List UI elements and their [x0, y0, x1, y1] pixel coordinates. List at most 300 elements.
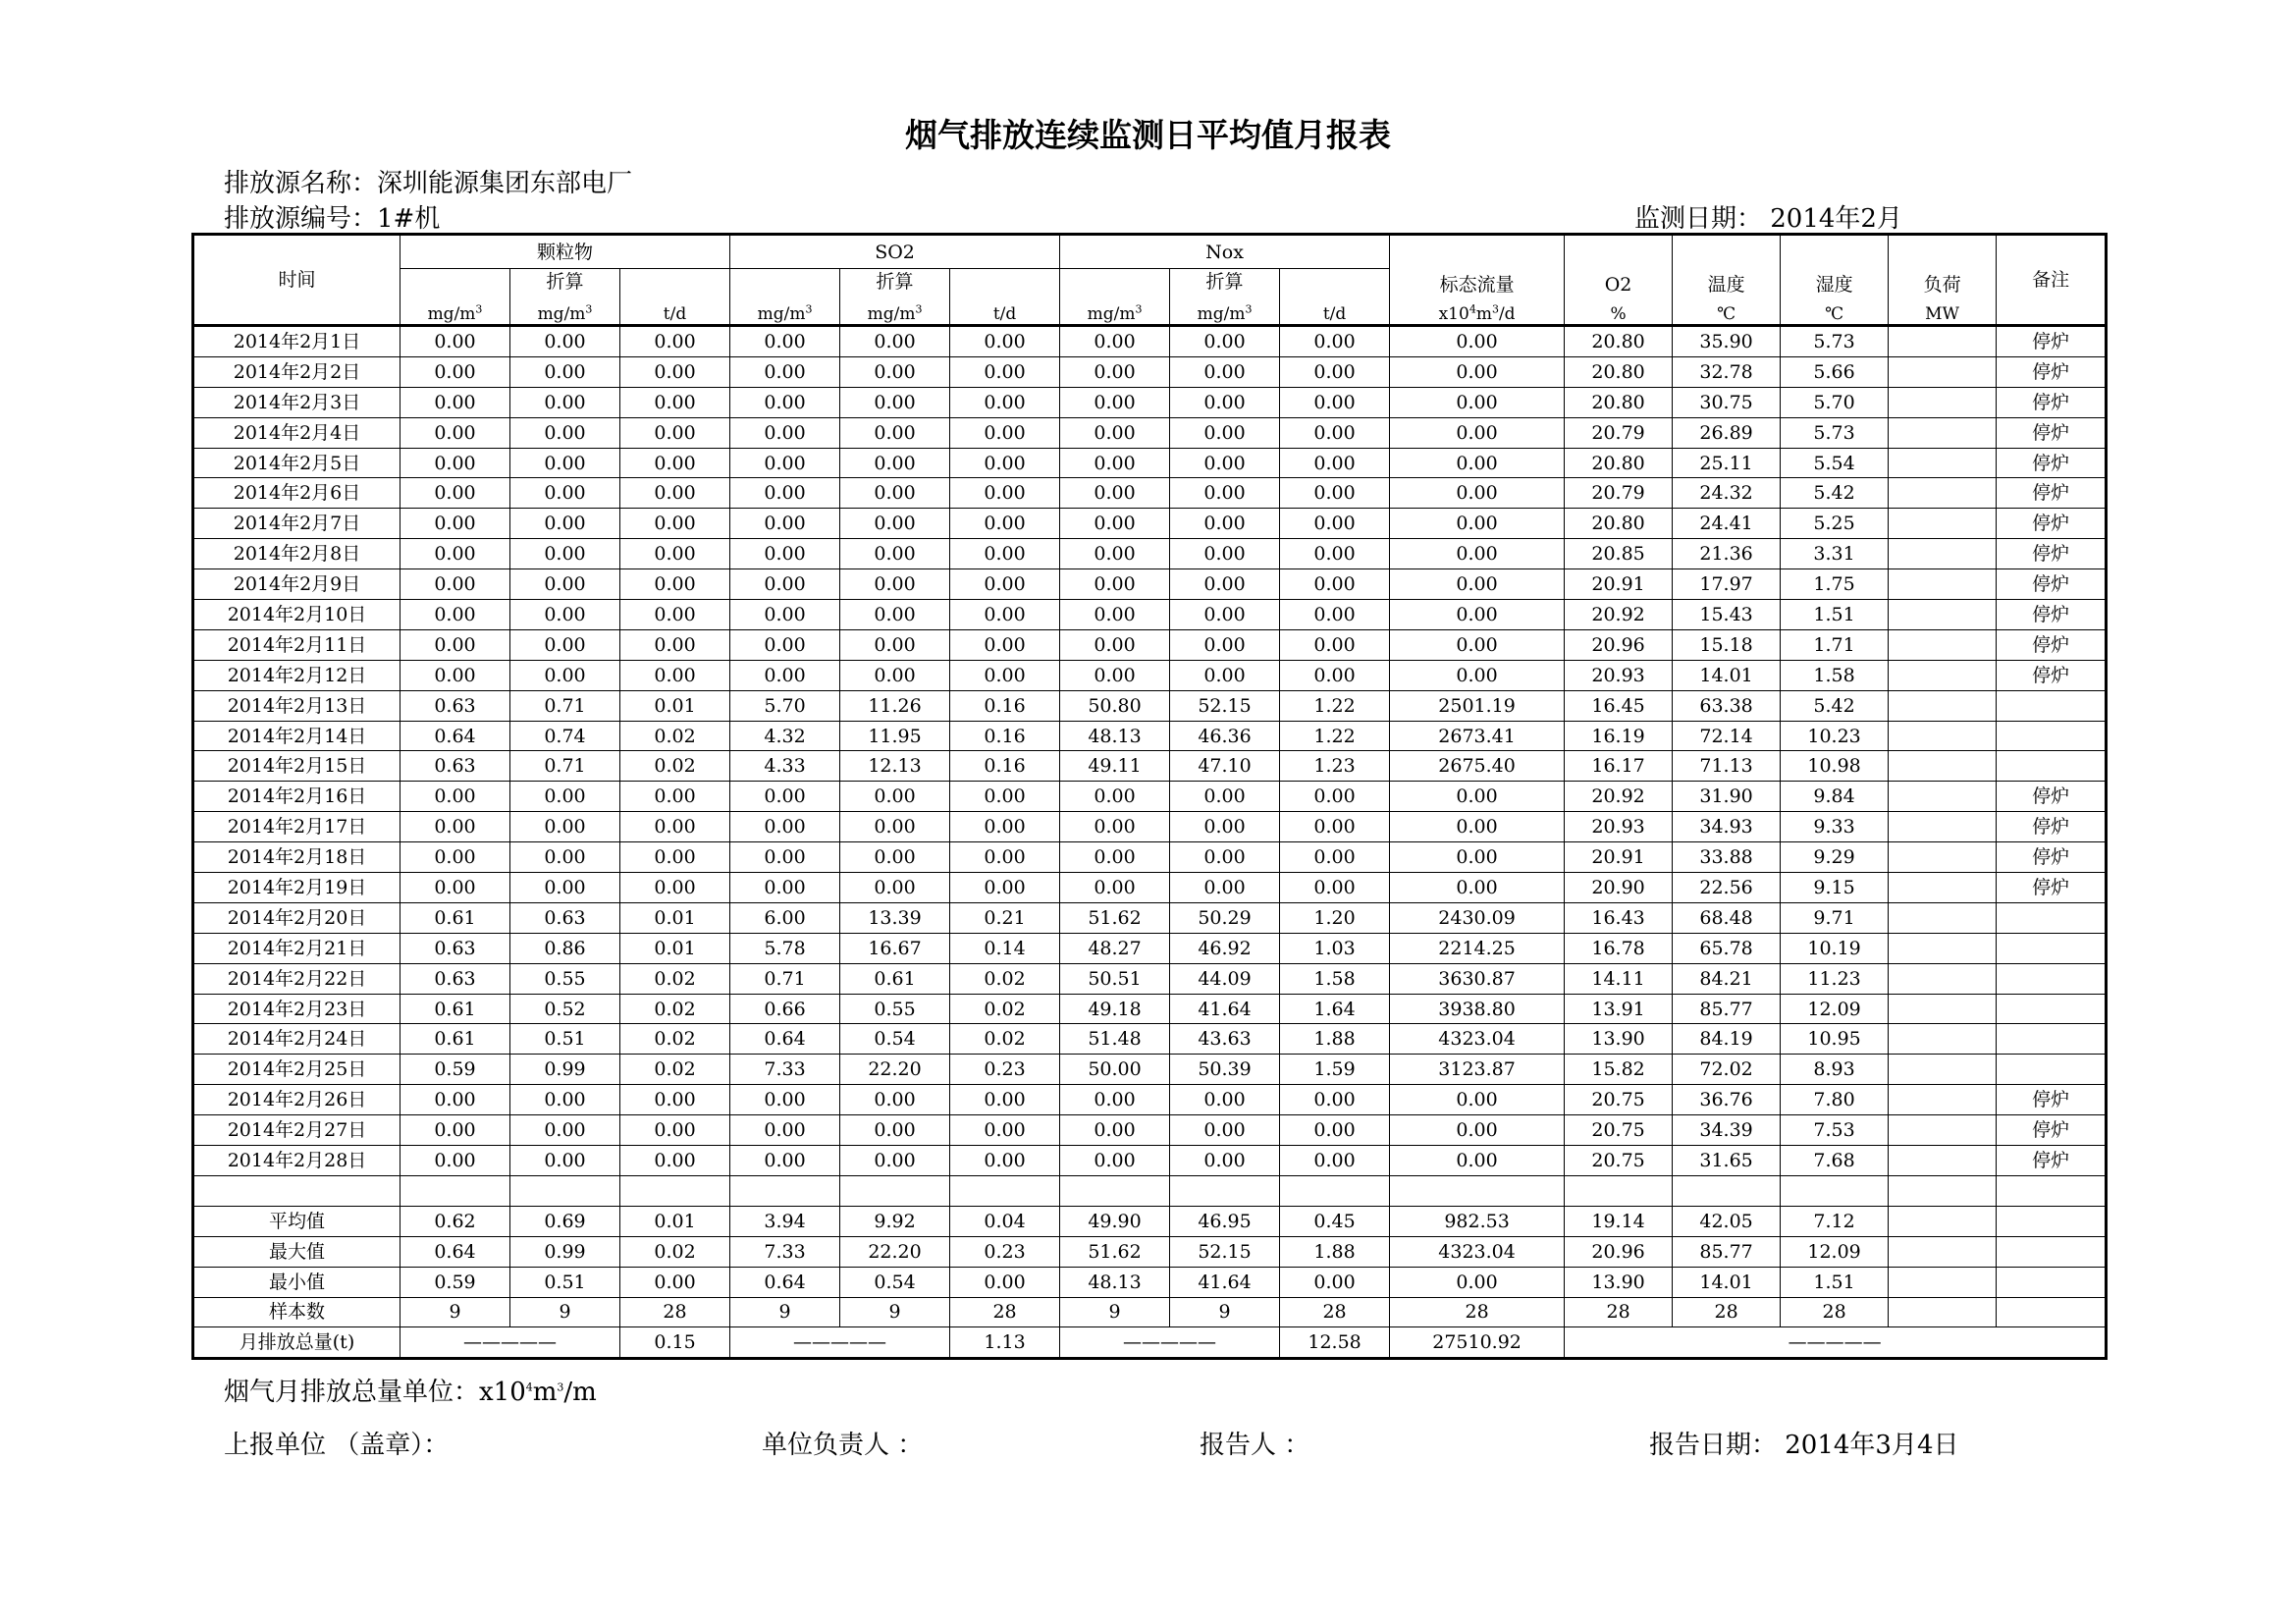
table-cell: 20.93 — [1565, 812, 1673, 842]
table-cell: 0.01 — [620, 933, 730, 963]
table-cell: 9 — [1060, 1297, 1170, 1327]
table-cell: 0.00 — [730, 569, 840, 600]
table-cell: 28 — [1565, 1297, 1673, 1327]
table-cell: 16.17 — [1565, 751, 1673, 782]
table-cell: 0.00 — [1390, 478, 1565, 509]
nox-converted-label: 折算 — [1170, 269, 1280, 296]
table-cell: 0.00 — [730, 782, 840, 812]
table-cell: 41.64 — [1170, 1267, 1280, 1297]
table-cell: 0.00 — [1170, 842, 1280, 873]
table-cell: 22.20 — [840, 1236, 950, 1267]
table-cell: 0.00 — [620, 478, 730, 509]
table-cell: 0.00 — [1390, 812, 1565, 842]
table-cell: 0.00 — [510, 873, 620, 903]
table-cell: 8.93 — [1781, 1055, 1889, 1085]
nox-converted-unit: $mg/m^3$ — [1170, 295, 1280, 326]
table-cell: 0.04 — [950, 1206, 1060, 1236]
table-cell: 0.00 — [1060, 356, 1170, 387]
table-cell: 20.80 — [1565, 387, 1673, 417]
table-cell: 50.39 — [1170, 1055, 1280, 1085]
table-cell: 51.62 — [1060, 1236, 1170, 1267]
row-label-cell: 2014年2月20日 — [193, 902, 400, 933]
row-label-cell: 2014年2月25日 — [193, 1055, 400, 1085]
table-cell: 停炉 — [1997, 417, 2107, 448]
table-cell — [1997, 1206, 2107, 1236]
dash-cell: ————— — [1565, 1327, 2107, 1359]
table-cell: 46.95 — [1170, 1206, 1280, 1236]
table-cell: 停炉 — [1997, 1146, 2107, 1176]
table-cell: 51.62 — [1060, 902, 1170, 933]
table-cell: 34.93 — [1673, 812, 1781, 842]
table-cell: 0.00 — [730, 448, 840, 478]
table-cell: 20.90 — [1565, 873, 1673, 903]
table-cell: 0.00 — [510, 356, 620, 387]
so2-conc-unit: $mg/m^3$ — [730, 295, 840, 326]
header-nox: Nox — [1060, 235, 1390, 269]
table-cell: 19.14 — [1565, 1206, 1673, 1236]
table-cell: 1.22 — [1280, 690, 1390, 721]
table-cell: 32.78 — [1673, 356, 1781, 387]
table-cell: 0.00 — [620, 873, 730, 903]
table-cell: 0.00 — [1390, 539, 1565, 569]
table-cell: 16.43 — [1565, 902, 1673, 933]
table-cell: 9.15 — [1781, 873, 1889, 903]
table-cell: 24.32 — [1673, 478, 1781, 509]
table-cell: 0.00 — [400, 873, 510, 903]
table-cell: 10.23 — [1781, 721, 1889, 751]
table-row — [193, 387, 2107, 417]
table-cell: 7.33 — [730, 1236, 840, 1267]
table-cell: 0.00 — [1060, 1146, 1170, 1176]
table-cell: 34.39 — [1673, 1115, 1781, 1146]
blank-cell — [1280, 1175, 1390, 1206]
table-cell: 0.00 — [1060, 326, 1170, 357]
table-cell: 0.71 — [730, 963, 840, 994]
table-cell — [1889, 1267, 1997, 1297]
header-temp: 温度 — [1673, 235, 1781, 296]
row-label-cell: 2014年2月22日 — [193, 963, 400, 994]
table-cell — [1889, 751, 1997, 782]
row-label-cell: 2014年2月4日 — [193, 417, 400, 448]
table-cell: 0.59 — [400, 1267, 510, 1297]
table-row — [193, 509, 2107, 539]
table-cell: 31.65 — [1673, 1146, 1781, 1176]
table-cell: 0.00 — [620, 1085, 730, 1115]
row-label-cell: 平均值 — [193, 1206, 400, 1236]
table-cell: 0.00 — [1390, 387, 1565, 417]
table-cell: 0.01 — [620, 902, 730, 933]
table-cell: 47.10 — [1170, 751, 1280, 782]
table-cell: 9 — [510, 1297, 620, 1327]
dash-cell: ————— — [730, 1327, 950, 1359]
table-cell: 0.00 — [510, 600, 620, 630]
row-label-cell: 2014年2月17日 — [193, 812, 400, 842]
table-cell: 85.77 — [1673, 1236, 1781, 1267]
load-unit: MW — [1889, 295, 1997, 326]
table-cell: 0.00 — [1280, 1115, 1390, 1146]
blank-cell — [950, 1175, 1060, 1206]
table-cell: 0.02 — [620, 994, 730, 1024]
table-cell: 48.13 — [1060, 721, 1170, 751]
table-cell: 22.56 — [1673, 873, 1781, 903]
dash-cell: ————— — [1060, 1327, 1280, 1359]
table-cell: 0.00 — [400, 600, 510, 630]
table-cell: 0.00 — [1390, 782, 1565, 812]
table-cell: 10.95 — [1781, 1024, 1889, 1055]
table-cell — [1889, 1236, 1997, 1267]
blank-cell — [730, 1175, 840, 1206]
table-cell — [1997, 933, 2107, 963]
row-label-cell: 2014年2月27日 — [193, 1115, 400, 1146]
table-cell: 71.13 — [1673, 751, 1781, 782]
table-cell: 0.61 — [400, 1024, 510, 1055]
table-row — [193, 478, 2107, 509]
table-cell: 0.64 — [730, 1267, 840, 1297]
table-cell: 0.54 — [840, 1267, 950, 1297]
row-label-cell: 2014年2月6日 — [193, 478, 400, 509]
table-cell: 46.92 — [1170, 933, 1280, 963]
table-cell: 0.00 — [620, 448, 730, 478]
table-cell: 0.00 — [950, 629, 1060, 660]
table-cell — [1889, 812, 1997, 842]
table-cell: 68.48 — [1673, 902, 1781, 933]
table-cell: 0.00 — [510, 660, 620, 690]
table-cell: 0.00 — [400, 1085, 510, 1115]
table-cell: 0.00 — [730, 660, 840, 690]
table-cell: 0.00 — [950, 417, 1060, 448]
table-cell: 0.00 — [730, 326, 840, 357]
table-cell: 0.02 — [950, 963, 1060, 994]
table-cell: 0.00 — [510, 842, 620, 873]
table-cell: 0.02 — [620, 1055, 730, 1085]
table-cell: 17.97 — [1673, 569, 1781, 600]
table-cell: 0.63 — [400, 751, 510, 782]
row-label-cell: 2014年2月19日 — [193, 873, 400, 903]
table-cell: 0.00 — [1060, 600, 1170, 630]
table-cell: 0.01 — [620, 690, 730, 721]
table-cell: 11.26 — [840, 690, 950, 721]
table-cell: 0.00 — [730, 812, 840, 842]
table-cell — [1889, 1146, 1997, 1176]
table-cell: 0.00 — [400, 1146, 510, 1176]
table-cell: 20.75 — [1565, 1146, 1673, 1176]
row-label-cell: 2014年2月10日 — [193, 600, 400, 630]
table-cell: 0.00 — [1170, 509, 1280, 539]
table-cell: 0.00 — [1170, 478, 1280, 509]
table-cell — [1889, 387, 1997, 417]
table-cell: 0.00 — [950, 1115, 1060, 1146]
table-cell — [1997, 690, 2107, 721]
table-cell: 0.00 — [620, 539, 730, 569]
table-cell: 0.00 — [950, 782, 1060, 812]
table-cell: 0.00 — [620, 509, 730, 539]
table-cell — [1889, 963, 1997, 994]
table-cell: 3123.87 — [1390, 1055, 1565, 1085]
table-cell: 31.90 — [1673, 782, 1781, 812]
row-label-cell: 2014年2月15日 — [193, 751, 400, 782]
row-label-cell: 2014年2月28日 — [193, 1146, 400, 1176]
table-cell: 停炉 — [1997, 600, 2107, 630]
table-cell: 0.00 — [620, 782, 730, 812]
table-cell: 0.00 — [950, 569, 1060, 600]
table-cell: 20.75 — [1565, 1085, 1673, 1115]
table-cell: 0.16 — [950, 690, 1060, 721]
table-cell: 12.09 — [1781, 1236, 1889, 1267]
table-cell: 0.00 — [1170, 448, 1280, 478]
table-cell: 50.80 — [1060, 690, 1170, 721]
table-cell: 0.02 — [950, 1024, 1060, 1055]
row-label-cell: 2014年2月16日 — [193, 782, 400, 812]
table-cell: 0.00 — [840, 1115, 950, 1146]
table-cell — [1889, 842, 1997, 873]
total-label: 月排放总量(t) — [193, 1327, 400, 1359]
table-cell: 14.01 — [1673, 660, 1781, 690]
table-cell: 15.82 — [1565, 1055, 1673, 1085]
row-label-cell: 2014年2月7日 — [193, 509, 400, 539]
table-cell: 0.00 — [840, 478, 950, 509]
table-cell — [1889, 1055, 1997, 1085]
row-label-cell: 2014年2月21日 — [193, 933, 400, 963]
table-cell: 22.20 — [840, 1055, 950, 1085]
table-cell: 0.00 — [510, 1085, 620, 1115]
table-cell — [1889, 1206, 1997, 1236]
reporter-label: 报告人 ： — [1200, 1431, 1310, 1460]
blank-row — [193, 1175, 2107, 1206]
source-name: 排放源名称：深圳能源集团东部电厂 — [224, 169, 633, 198]
total-so2: 1.13 — [950, 1327, 1060, 1359]
table-cell: 63.38 — [1673, 690, 1781, 721]
table-cell: 1.03 — [1280, 933, 1390, 963]
so2-converted-unit: $mg/m^3$ — [840, 295, 950, 326]
monthly-total-row — [193, 1327, 2107, 1359]
table-cell: 0.00 — [620, 387, 730, 417]
unit-leader-label: 单位负责人 ： — [762, 1431, 924, 1460]
table-cell: 0.00 — [1170, 629, 1280, 660]
table-cell: 1.20 — [1280, 902, 1390, 933]
table-cell: 2673.41 — [1390, 721, 1565, 751]
so2-converted-label: 折算 — [840, 269, 950, 296]
table-cell: 20.96 — [1565, 629, 1673, 660]
table-cell: 12.09 — [1781, 994, 1889, 1024]
table-cell: 0.00 — [400, 1115, 510, 1146]
table-cell: 11.95 — [840, 721, 950, 751]
table-cell: 停炉 — [1997, 782, 2107, 812]
table-cell: 0.00 — [400, 569, 510, 600]
table-cell: 28 — [1280, 1297, 1390, 1327]
table-cell: 0.00 — [620, 417, 730, 448]
table-cell — [1889, 448, 1997, 478]
table-cell: 0.55 — [840, 994, 950, 1024]
table-cell: 20.93 — [1565, 660, 1673, 690]
table-cell: 0.00 — [840, 873, 950, 903]
table-cell: 30.75 — [1673, 387, 1781, 417]
table-row — [193, 721, 2107, 751]
table-cell: 4323.04 — [1390, 1024, 1565, 1055]
table-cell: 0.00 — [510, 629, 620, 660]
table-cell: 13.90 — [1565, 1267, 1673, 1297]
pm-conc-blank — [400, 269, 510, 296]
table-cell: 0.00 — [1170, 356, 1280, 387]
table-cell: 0.00 — [840, 326, 950, 357]
table-cell: 停炉 — [1997, 387, 2107, 417]
table-cell: 0.63 — [400, 933, 510, 963]
table-row — [193, 812, 2107, 842]
header-time: 时间 — [193, 235, 400, 326]
pm-td-unit: t/d — [620, 295, 730, 326]
table-cell: 0.16 — [950, 721, 1060, 751]
table-row — [193, 902, 2107, 933]
total-pm: 0.15 — [620, 1327, 730, 1359]
table-cell: 0.00 — [1060, 478, 1170, 509]
table-cell: 1.51 — [1781, 1267, 1889, 1297]
table-cell: 0.00 — [1390, 448, 1565, 478]
table-cell: 1.22 — [1280, 721, 1390, 751]
table-cell: 0.45 — [1280, 1206, 1390, 1236]
table-cell: 0.00 — [1390, 356, 1565, 387]
table-cell: 0.00 — [840, 569, 950, 600]
table-cell: 6.00 — [730, 902, 840, 933]
table-cell: 5.73 — [1781, 417, 1889, 448]
table-cell: 0.00 — [400, 509, 510, 539]
table-cell: 停炉 — [1997, 356, 2107, 387]
table-cell — [1889, 933, 1997, 963]
pm-conc-unit: $mg/m^3$ — [400, 295, 510, 326]
table-cell — [1889, 721, 1997, 751]
table-row — [193, 356, 2107, 387]
table-cell: 0.59 — [400, 1055, 510, 1085]
table-cell — [1889, 660, 1997, 690]
table-cell: 0.00 — [950, 1085, 1060, 1115]
table-cell: 0.00 — [400, 356, 510, 387]
table-cell: 0.00 — [840, 629, 950, 660]
row-label-cell: 最大值 — [193, 1236, 400, 1267]
table-cell: 0.00 — [950, 1267, 1060, 1297]
total-flow: 27510.92 — [1390, 1327, 1565, 1359]
row-label-cell: 2014年2月12日 — [193, 660, 400, 690]
table-cell: 9.71 — [1781, 902, 1889, 933]
table-cell: 0.00 — [840, 448, 950, 478]
table-cell: 1.58 — [1280, 963, 1390, 994]
table-row — [193, 873, 2107, 903]
table-cell — [1889, 873, 1997, 903]
table-cell: 0.00 — [730, 478, 840, 509]
table-cell: 0.23 — [950, 1236, 1060, 1267]
nox-td-unit: t/d — [1280, 295, 1390, 326]
table-cell: 0.23 — [950, 1055, 1060, 1085]
table-cell: 0.00 — [950, 600, 1060, 630]
blank-cell — [1060, 1175, 1170, 1206]
table-cell: 0.00 — [510, 387, 620, 417]
table-cell: 5.78 — [730, 933, 840, 963]
table-cell: 25.11 — [1673, 448, 1781, 478]
table-cell: 0.00 — [620, 1267, 730, 1297]
table-cell: 0.00 — [950, 448, 1060, 478]
table-row — [193, 690, 2107, 721]
table-cell: 0.63 — [400, 963, 510, 994]
table-cell: 0.55 — [510, 963, 620, 994]
row-label-cell: 样本数 — [193, 1297, 400, 1327]
table-cell: 0.00 — [510, 569, 620, 600]
table-cell: 0.00 — [1280, 1146, 1390, 1176]
table-cell: 13.91 — [1565, 994, 1673, 1024]
table-cell: 停炉 — [1997, 569, 2107, 600]
table-cell: 0.00 — [840, 356, 950, 387]
table-cell — [1997, 902, 2107, 933]
table-cell: 1.59 — [1280, 1055, 1390, 1085]
table-cell: 0.00 — [730, 600, 840, 630]
row-label-cell: 2014年2月14日 — [193, 721, 400, 751]
table-cell: 停炉 — [1997, 660, 2107, 690]
table-cell: 0.00 — [1060, 509, 1170, 539]
table-cell: 84.19 — [1673, 1024, 1781, 1055]
header-particulate: 颗粒物 — [400, 235, 730, 269]
table-cell: 14.01 — [1673, 1267, 1781, 1297]
table-cell: 7.33 — [730, 1055, 840, 1085]
blank-cell — [1170, 1175, 1280, 1206]
table-row — [193, 1024, 2107, 1055]
table-cell: 44.09 — [1170, 963, 1280, 994]
table-cell: 0.00 — [400, 842, 510, 873]
table-row — [193, 539, 2107, 569]
source-number: 排放源编号：1#机 — [224, 204, 441, 234]
blank-cell — [193, 1175, 400, 1206]
table-cell: 7.80 — [1781, 1085, 1889, 1115]
blank-cell — [1390, 1175, 1565, 1206]
blank-cell — [510, 1175, 620, 1206]
table-cell: 0.00 — [1170, 782, 1280, 812]
table-cell: 0.00 — [510, 812, 620, 842]
table-cell: 停炉 — [1997, 873, 2107, 903]
table-cell: 0.00 — [730, 417, 840, 448]
table-cell: 0.00 — [510, 782, 620, 812]
table-cell: 20.80 — [1565, 326, 1673, 357]
table-row — [193, 933, 2107, 963]
table-cell: 0.00 — [840, 812, 950, 842]
table-cell: 0.00 — [950, 326, 1060, 357]
table-cell: 0.00 — [1060, 448, 1170, 478]
table-cell: 0.00 — [400, 539, 510, 569]
table-cell: 51.48 — [1060, 1024, 1170, 1055]
humidity-unit: ℃ — [1781, 295, 1889, 326]
table-cell: 14.11 — [1565, 963, 1673, 994]
table-cell: 0.00 — [1170, 387, 1280, 417]
table-cell: 0.00 — [1280, 842, 1390, 873]
table-cell: 0.00 — [730, 842, 840, 873]
nox-conc-blank — [1060, 269, 1170, 296]
table-cell: 4.32 — [730, 721, 840, 751]
table-cell: 1.58 — [1781, 660, 1889, 690]
table-cell: 0.00 — [1280, 478, 1390, 509]
table-cell: 0.00 — [400, 387, 510, 417]
table-cell: 0.00 — [400, 478, 510, 509]
table-cell: 停炉 — [1997, 1115, 2107, 1146]
summary-row — [193, 1206, 2107, 1236]
row-label-cell: 2014年2月1日 — [193, 326, 400, 357]
table-cell — [1889, 1085, 1997, 1115]
table-cell: 0.64 — [400, 721, 510, 751]
table-cell — [1997, 751, 2107, 782]
table-cell: 1.71 — [1781, 629, 1889, 660]
table-cell: 0.00 — [1280, 782, 1390, 812]
table-cell: 10.19 — [1781, 933, 1889, 963]
dash-cell: ————— — [400, 1327, 620, 1359]
table-cell: 0.00 — [620, 660, 730, 690]
table-cell: 0.00 — [730, 1115, 840, 1146]
table-cell: 0.00 — [400, 326, 510, 357]
table-cell — [1889, 1024, 1997, 1055]
table-cell — [1889, 539, 1997, 569]
table-cell: 5.73 — [1781, 326, 1889, 357]
